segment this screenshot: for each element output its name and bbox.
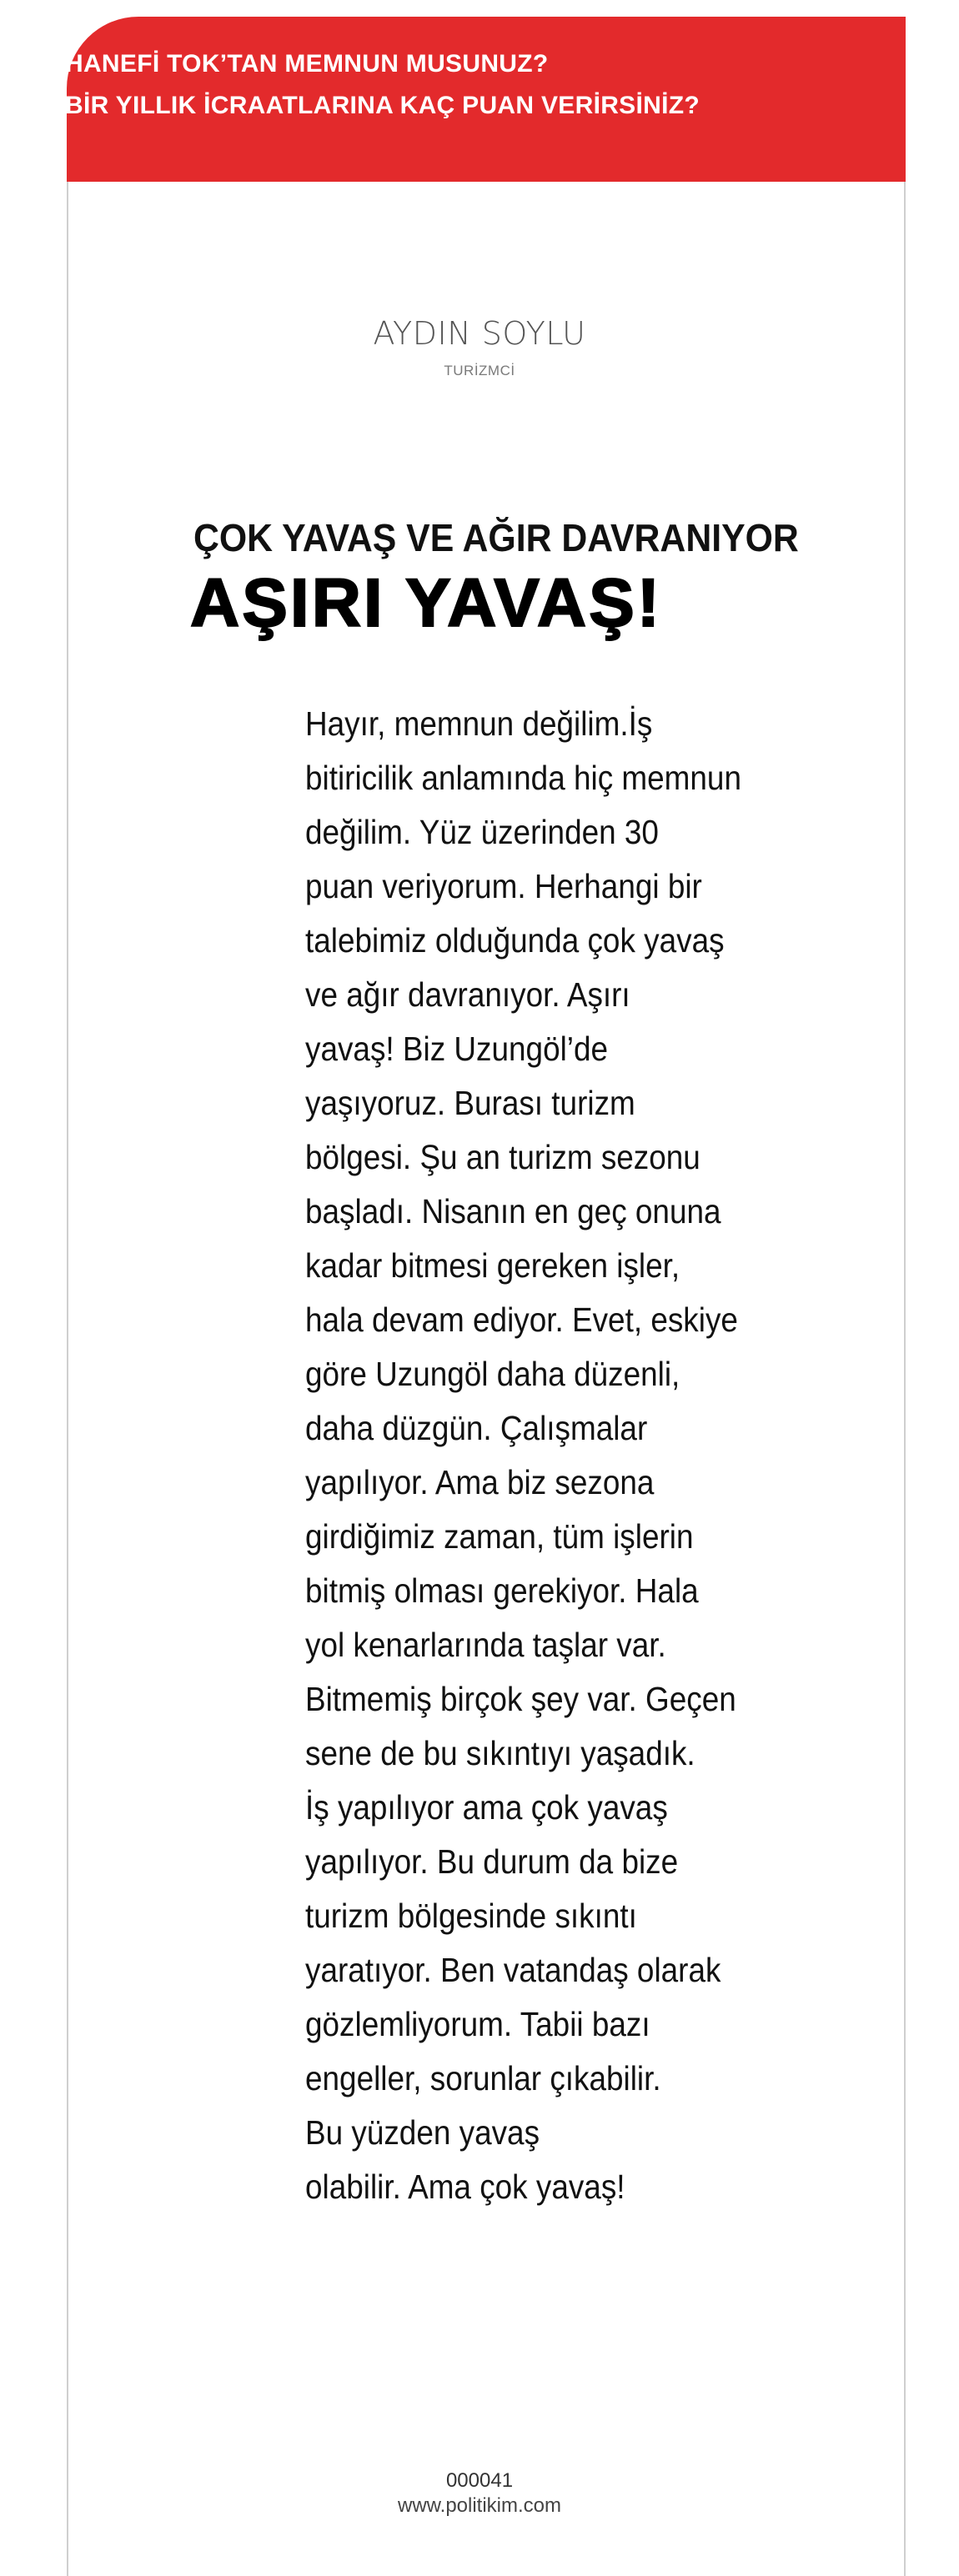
headline-primary: ÇOK YAVAŞ VE AĞIR DAVRANIYOR (193, 516, 799, 559)
article-body-line: yapılıyor. Ama biz sezona (305, 1463, 655, 1501)
person-name: AYDIN SOYLU (373, 315, 586, 352)
article-body-line: göre Uzungöl daha düzenli, (305, 1355, 680, 1393)
article-body-line: olabilir. Ama çok yavaş! (305, 2168, 625, 2206)
article-body-line: kadar bitmesi gereken işler, (305, 1246, 680, 1285)
article-body-line: yol kenarlarında taşlar var. (305, 1626, 666, 1664)
article-body-line: Bu yüzden yavaş (305, 2113, 540, 2152)
article-body-line: başladı. Nisanın en geç onuna (305, 1192, 721, 1230)
article-body-line: girdiğimiz zaman, tüm işlerin (305, 1517, 694, 1556)
person-role: TURİZMCİ (444, 363, 515, 378)
header-question-line-2: BİR YILLIK İCRAATLARINA KAÇ PUAN VERİRSİNİZ? (65, 92, 700, 119)
article-body-line: hala devam ediyor. Evet, eskiye (305, 1301, 738, 1339)
article-body-line: yaratıyor. Ben vatandaş olarak (305, 1951, 721, 1989)
article-body-line: daha düzgün. Çalışmalar (305, 1409, 648, 1447)
article-body-line: engeller, sorunlar çıkabilir. (305, 2059, 661, 2097)
header-question-line-1: HANEFİ TOK’TAN MEMNUN MUSUNUZ? (65, 50, 549, 78)
article-body (305, 697, 822, 2214)
article-body-line: yapılıyor. Bu durum da bize (305, 1842, 679, 1881)
site-url: www.politikim.com (397, 2494, 562, 2517)
article-body-line: Bitmemiş birçok şey var. Geçen (305, 1680, 736, 1718)
article-body-line: puan veriyorum. Herhangi bir (305, 867, 702, 905)
page-border-left (67, 182, 68, 2576)
article-body-line: gözlemliyorum. Tabii bazı (305, 2005, 650, 2043)
article-body-line: değilim. Yüz üzerinden 30 (305, 813, 659, 851)
page-border-right (904, 182, 906, 2576)
headline-secondary: AŞIRI YAVAŞ! (190, 565, 663, 641)
article-body-line: İş yapılıyor ama çok yavaş (305, 1788, 668, 1827)
article-body-line: bölgesi. Şu an turizm sezonu (305, 1138, 700, 1176)
article-body-line: yaşıyoruz. Burası turizm (305, 1084, 635, 1122)
article-body-line: talebimiz olduğunda çok yavaş (305, 921, 725, 960)
article-body-line: Hayır, memnun değilim.İş (305, 704, 653, 743)
article-body-line: bitmiş olması gerekiyor. Hala (305, 1571, 699, 1610)
article-body-line: turizm bölgesinde sıkıntı (305, 1897, 637, 1935)
article-body-line: sene de bu sıkıntıyı yaşadık. (305, 1734, 695, 1772)
article-body-line: bitiricilik anlamında hiç memnun (305, 759, 741, 797)
article-body-line: yavaş! Biz Uzungöl’de (305, 1030, 609, 1068)
article-body-line: ve ağır davranıyor. Aşırı (305, 975, 630, 1014)
page-code: 000041 (445, 2469, 514, 2492)
